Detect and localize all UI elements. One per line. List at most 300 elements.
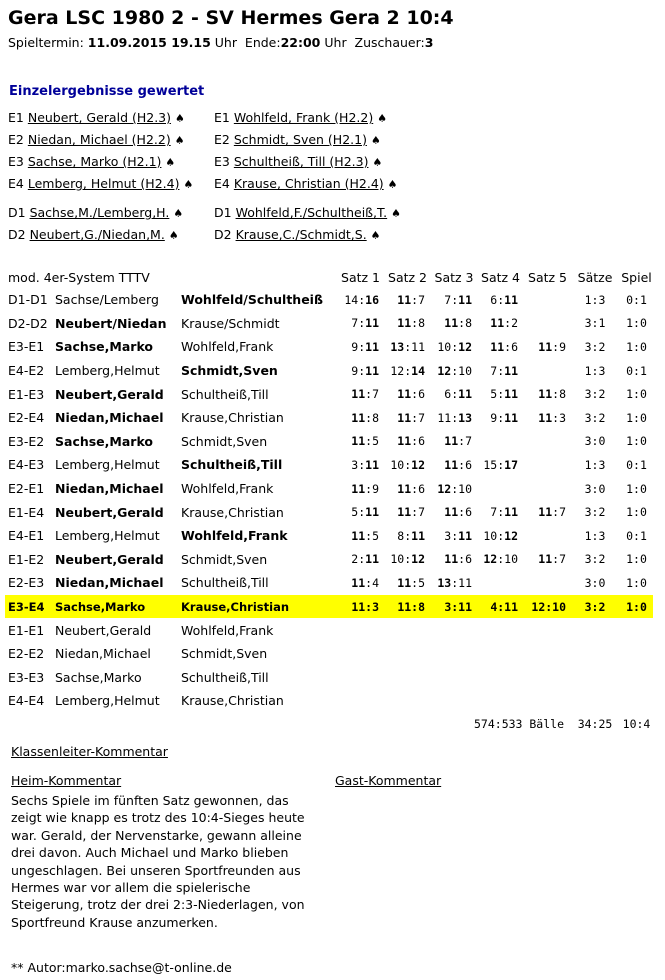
away-points: 12 xyxy=(411,457,426,472)
away-player-cell: Krause,Christian xyxy=(181,410,284,426)
lineup-pos: E1 xyxy=(8,110,24,125)
home-points: 11 xyxy=(351,434,366,449)
satz4-cell: 9:11 xyxy=(490,410,519,425)
home-points: 3 xyxy=(444,528,452,543)
satz1-header: Satz 1 xyxy=(341,269,380,285)
spade-icon: ♠ xyxy=(370,134,381,147)
table-row xyxy=(5,453,653,477)
home-points: 11 xyxy=(444,505,459,520)
player-link[interactable]: Schmidt, Sven (H2.1) xyxy=(233,132,367,147)
home-player-cell: Neubert/Niedan xyxy=(55,315,167,331)
away-points: 11 xyxy=(365,505,380,520)
away-player-cell: Schultheiß,Till xyxy=(181,457,283,473)
satz1-cell: 9:11 xyxy=(351,339,380,354)
away-points: 11 xyxy=(411,339,426,354)
satz5-cell xyxy=(522,689,570,713)
satz2-cell xyxy=(383,666,429,690)
zuschauer-label: Zuschauer: xyxy=(354,35,425,50)
away-points: 6 xyxy=(465,505,473,520)
home-points: 15 xyxy=(483,457,498,472)
satz1-cell xyxy=(335,618,383,642)
home-points: 11 xyxy=(397,505,412,520)
spiel-cell: 1:0 xyxy=(626,481,647,496)
spade-icon: ♠ xyxy=(391,207,402,220)
home-player-cell: Sachse,Marko xyxy=(55,433,154,449)
satz2-header: Satz 2 xyxy=(388,269,427,285)
away-points: 11 xyxy=(504,363,519,378)
away-points: 2 xyxy=(511,316,519,331)
saetze-cell: 1:3 xyxy=(584,363,606,378)
lineup-pos: E3 xyxy=(8,154,24,169)
pair-cell: E3-E3 xyxy=(8,669,45,685)
satz2-cell: 12:14 xyxy=(390,363,426,378)
home-points: 11 xyxy=(444,552,459,567)
spiel-cell: 0:1 xyxy=(626,363,647,378)
satz4-cell: 6:11 xyxy=(490,292,519,307)
satz3-cell: 11:6 xyxy=(444,505,473,520)
player-link[interactable]: Wohlfeld, Frank (H2.2) xyxy=(233,110,374,125)
satz4-cell: 4:11 xyxy=(476,595,522,619)
satz1-cell: 11:3 xyxy=(335,595,383,619)
ende-unit: Uhr xyxy=(324,35,347,50)
spade-icon: ♠ xyxy=(168,229,179,242)
satz1-cell: 11:5 xyxy=(351,434,380,449)
away-points: 7 xyxy=(559,505,567,520)
satz1-cell xyxy=(335,666,383,690)
away-points: 11 xyxy=(504,387,519,402)
spiel-cell: 1:0 xyxy=(626,434,647,449)
satz1-cell: 11:5 xyxy=(351,528,380,543)
player-link[interactable]: Schultheiß, Till (H2.3) xyxy=(233,154,369,169)
table-row xyxy=(5,335,653,359)
lineup-pos: D2 xyxy=(8,227,26,242)
satz3-cell xyxy=(429,689,476,713)
home-points: 11 xyxy=(490,316,505,331)
home-player-cell: Sachse,Marko xyxy=(52,595,178,619)
satz4-cell: 7:11 xyxy=(490,363,519,378)
away-points: 6 xyxy=(465,552,473,567)
ende-value: 22:00 xyxy=(280,35,321,50)
home-points: 10 xyxy=(437,339,452,354)
section-title: Einzelergebnisse gewertet xyxy=(9,84,205,99)
pair-cell: E3-E1 xyxy=(8,339,45,355)
away-points: 11 xyxy=(504,292,519,307)
away-player-cell: Schmidt,Sven xyxy=(181,646,268,662)
away-player-cell: Schmidt,Sven xyxy=(181,363,278,379)
away-points: 7 xyxy=(418,410,426,425)
away-player-cell: Krause,Christian xyxy=(178,595,335,619)
away-points: 6 xyxy=(418,387,426,402)
lineup-pos: E2 xyxy=(214,132,230,147)
table-row xyxy=(5,359,653,383)
table-row xyxy=(5,500,653,524)
away-points: 8 xyxy=(465,316,473,331)
satz1-cell: 7:11 xyxy=(351,316,380,331)
spiel-cell: 1:0 xyxy=(626,316,647,331)
spade-icon: ♠ xyxy=(175,112,185,125)
home-points: 7 xyxy=(490,505,498,520)
satz1-cell xyxy=(335,689,383,713)
home-points: 11 xyxy=(538,505,553,520)
saetze-cell: 1:3 xyxy=(584,292,606,307)
satz5-cell: 11:7 xyxy=(538,505,567,520)
satz5-cell xyxy=(522,666,570,690)
home-points: 11 xyxy=(397,410,412,425)
away-points: 7 xyxy=(418,505,426,520)
spiel-cell xyxy=(617,689,653,713)
satz5-cell xyxy=(522,477,570,501)
home-points: 7 xyxy=(444,292,452,307)
pair-cell: D2-D2 xyxy=(8,315,48,331)
total-baelle: 574:533 Bälle xyxy=(474,717,565,732)
home-points: 13 xyxy=(437,575,452,590)
saetze-cell: 3:1 xyxy=(584,316,606,331)
satz4-cell: 10:12 xyxy=(483,528,519,543)
satz5-cell xyxy=(522,288,570,312)
away-points: 6 xyxy=(418,481,426,496)
satz2-cell: 11:6 xyxy=(397,387,426,402)
totals-row xyxy=(5,713,653,737)
satz5-cell xyxy=(522,618,570,642)
saetze-cell: 3:2 xyxy=(584,387,606,402)
pair-cell: E4-E3 xyxy=(8,457,45,473)
home-points: 14 xyxy=(344,292,359,307)
table-header-row xyxy=(5,266,653,288)
satz3-cell xyxy=(429,618,476,642)
gast-comment-link[interactable]: Gast-Kommentar xyxy=(335,773,442,788)
player-link[interactable]: Neubert, Gerald (H2.3) xyxy=(27,110,172,125)
pair-cell: E1-E2 xyxy=(8,551,45,567)
satz2-cell: 10:12 xyxy=(390,552,426,567)
table-row xyxy=(5,477,653,501)
away-player-cell: Krause/Schmidt xyxy=(181,315,280,331)
satz1-cell: 11:8 xyxy=(351,410,380,425)
heim-comment-link[interactable]: Heim-Kommentar xyxy=(11,773,122,788)
table-row xyxy=(5,382,653,406)
pair-cell: E4-E1 xyxy=(8,528,45,544)
satz4-cell: 11:6 xyxy=(490,339,519,354)
saetze-cell: 1:3 xyxy=(584,457,606,472)
home-player-cell: Sachse,Marko xyxy=(55,669,142,685)
satz1-cell: 2:11 xyxy=(351,552,380,567)
results-table xyxy=(5,266,653,736)
satz2-cell: 8:11 xyxy=(397,528,426,543)
spiel-cell: 0:1 xyxy=(626,457,647,472)
home-points: 11 xyxy=(351,575,366,590)
zuschauer-value: 3 xyxy=(424,35,434,50)
home-points: 11 xyxy=(538,339,553,354)
satz5-cell xyxy=(522,430,570,454)
lineup-pos: E1 xyxy=(214,110,230,125)
home-points: 5 xyxy=(490,387,498,402)
satz2-cell: 11:8 xyxy=(397,316,426,331)
system-header: mod. 4er-System TTTV xyxy=(8,269,150,285)
termin-value: 11.09.2015 19.15 xyxy=(87,35,211,50)
away-player-cell: Wohlfeld,Frank xyxy=(181,339,274,355)
satz5-cell xyxy=(522,524,570,548)
table-row xyxy=(5,689,653,713)
pair-cell: E2-E2 xyxy=(8,646,45,662)
satz4-cell: 5:11 xyxy=(490,387,519,402)
home-points: 12 xyxy=(437,481,452,496)
satz4-header: Satz 4 xyxy=(481,269,520,285)
pair-cell: E1-E4 xyxy=(8,504,45,520)
lineup-pos: E4 xyxy=(214,176,230,191)
away-points: 5 xyxy=(372,528,380,543)
home-points: 11 xyxy=(351,387,366,402)
satz5-cell xyxy=(522,571,570,595)
home-points: 10 xyxy=(483,528,498,543)
away-points: 7 xyxy=(418,292,426,307)
away-lineup-e3 xyxy=(214,154,382,169)
saetze-cell: 3:0 xyxy=(584,575,606,590)
spiel-cell: 1:0 xyxy=(626,410,647,425)
satz4-cell xyxy=(476,618,522,642)
player-link[interactable]: Sachse,M./Lemberg,H. xyxy=(29,205,170,220)
home-player-cell: Niedan,Michael xyxy=(55,410,164,426)
home-points: 12 xyxy=(483,552,498,567)
away-points: 11 xyxy=(365,552,380,567)
total-saetze: 34:25 xyxy=(577,717,613,732)
table-row xyxy=(5,406,653,430)
satz3-cell: 11:6 xyxy=(444,457,473,472)
home-points: 11 xyxy=(351,481,366,496)
player-link[interactable]: Sachse, Marko (H2.1) xyxy=(27,154,162,169)
satz5-cell xyxy=(522,312,570,336)
satz2-cell: 11:7 xyxy=(397,292,426,307)
home-points: 11 xyxy=(437,410,452,425)
home-points: 2 xyxy=(351,552,359,567)
away-points: 17 xyxy=(504,457,519,472)
away-player-cell: Krause,Christian xyxy=(181,504,284,520)
home-player-cell: Niedan,Michael xyxy=(55,575,164,591)
saetze-cell: 3:0 xyxy=(584,481,606,496)
satz1-cell xyxy=(335,642,383,666)
player-link[interactable]: Lemberg, Helmut (H2.4) xyxy=(27,176,180,191)
satz4-cell xyxy=(476,477,522,501)
satz2-cell: 10:12 xyxy=(390,457,426,472)
away-points: 14 xyxy=(411,363,426,378)
satz3-cell: 7:11 xyxy=(444,292,473,307)
lineup-pos: E2 xyxy=(8,132,24,147)
away-points: 11 xyxy=(458,292,473,307)
pair-cell: E2-E3 xyxy=(8,575,45,591)
table-row xyxy=(5,524,653,548)
away-lineup-e2 xyxy=(214,132,381,147)
satz3-cell: 11:7 xyxy=(444,434,473,449)
lineup-pos: D2 xyxy=(214,227,232,242)
home-player-cell: Neubert,Gerald xyxy=(55,504,164,520)
saetze-cell xyxy=(570,618,617,642)
table-row xyxy=(5,548,653,572)
home-points: 11 xyxy=(397,292,412,307)
satz5-cell xyxy=(522,642,570,666)
table-row xyxy=(5,595,653,619)
satz3-cell: 3:11 xyxy=(444,528,473,543)
satz1-cell: 11:7 xyxy=(351,387,380,402)
satz2-cell: 13:11 xyxy=(390,339,426,354)
player-link[interactable]: Niedan, Michael (H2.2) xyxy=(27,132,171,147)
satz5-cell: 11:9 xyxy=(538,339,567,354)
away-player-cell: Krause,Christian xyxy=(181,693,284,709)
satz4-cell: 15:17 xyxy=(483,457,519,472)
satz4-cell xyxy=(476,642,522,666)
away-points: 10 xyxy=(458,481,473,496)
table-row xyxy=(5,430,653,454)
away-points: 8 xyxy=(372,410,380,425)
home-points: 11 xyxy=(351,528,366,543)
satz4-cell: 7:11 xyxy=(490,505,519,520)
satz2-cell xyxy=(383,689,429,713)
player-link[interactable]: Krause, Christian (H2.4) xyxy=(233,176,384,191)
away-points: 11 xyxy=(504,410,519,425)
away-points: 12 xyxy=(411,552,426,567)
spiel-cell: 0:1 xyxy=(626,292,647,307)
page-title: Gera LSC 1980 2 - SV Hermes Gera 2 10:4 xyxy=(8,7,454,29)
away-points: 7 xyxy=(372,387,380,402)
pair-cell: E3-E2 xyxy=(8,433,45,449)
lineup-pos: D1 xyxy=(214,205,232,220)
spiel-cell xyxy=(617,666,653,690)
home-points: 9 xyxy=(351,363,359,378)
player-link[interactable]: Neubert,G./Niedan,M. xyxy=(29,227,165,242)
satz4-cell xyxy=(476,689,522,713)
away-player-cell: Schmidt,Sven xyxy=(181,433,268,449)
home-points: 11 xyxy=(351,410,366,425)
home-player-cell: Sachse/Lemberg xyxy=(55,292,159,308)
away-points: 7 xyxy=(559,552,567,567)
pair-cell: E2-E4 xyxy=(8,410,45,426)
heim-comment-text: Sechs Spiele im fünften Satz gewonnen, das zeigt wie knapp es trotz des 10:4-Sieges heute war. Gerald, der Nervenstarke, gewann alleine drei davon. Auch Michael und Marko blieben ungeschlagen. Bei unseren Sportfreunden aus Hermes war vor allem die spielerische Steigerung, trotz der drei 2:3-Niederlagen, von Sportfreund Krause anzumerken. xyxy=(11,793,305,930)
player-link[interactable]: Wohlfeld,F./Schultheiß,T. xyxy=(235,205,388,220)
pair-cell: E4-E2 xyxy=(8,363,45,379)
saetze-cell: 3:2 xyxy=(570,595,617,619)
satz1-cell: 11:4 xyxy=(351,575,380,590)
pair-cell: E4-E4 xyxy=(8,693,45,709)
home-points: 12 xyxy=(390,363,405,378)
satz3-cell: 11:8 xyxy=(444,316,473,331)
away-points: 8 xyxy=(559,387,567,402)
away-points: 13 xyxy=(458,410,473,425)
home-player-cell: Niedan,Michael xyxy=(55,481,164,497)
saetze-cell: 3:2 xyxy=(584,552,606,567)
home-points: 6 xyxy=(444,387,452,402)
away-lineup-e1 xyxy=(214,110,387,125)
satz2-cell xyxy=(383,642,429,666)
away-points: 12 xyxy=(458,339,473,354)
away-player-cell: Schultheiß,Till xyxy=(181,386,269,402)
ende-label: Ende: xyxy=(244,35,281,50)
spade-icon: ♠ xyxy=(165,156,176,169)
home-lineup-e2 xyxy=(8,132,185,147)
pair-cell: D1-D1 xyxy=(8,292,48,308)
saetze-cell: 3:2 xyxy=(584,505,606,520)
total-spiel: 10:4 xyxy=(622,717,651,732)
spade-icon: ♠ xyxy=(377,112,388,125)
away-player-cell: Wohlfeld,Frank xyxy=(181,622,274,638)
satz3-cell: 12:10 xyxy=(437,363,473,378)
away-points: 11 xyxy=(365,316,380,331)
satz2-cell: 11:6 xyxy=(397,434,426,449)
home-player-cell: Neubert,Gerald xyxy=(55,622,152,638)
home-points: 6 xyxy=(490,292,498,307)
away-points: 5 xyxy=(372,434,380,449)
lineup-pos: D1 xyxy=(8,205,26,220)
pair-cell: E1-E3 xyxy=(8,386,45,402)
satz4-cell xyxy=(476,666,522,690)
satz4-cell xyxy=(476,430,522,454)
author-line: ** Autor:marko.sachse@t-online.de xyxy=(11,960,232,975)
home-points: 11 xyxy=(444,457,459,472)
away-points: 3 xyxy=(559,410,567,425)
away-points: 11 xyxy=(365,339,380,354)
away-points: 16 xyxy=(365,292,380,307)
home-points: 11 xyxy=(397,575,412,590)
spade-icon: ♠ xyxy=(174,134,185,147)
klassenleiter-comment-link[interactable]: Klassenleiter-Kommentar xyxy=(11,744,168,759)
satz2-cell xyxy=(383,618,429,642)
away-player-cell: Wohlfeld,Frank xyxy=(181,481,274,497)
spiel-cell: 1:0 xyxy=(626,387,647,402)
home-lineup-e4 xyxy=(8,176,193,191)
spade-icon: ♠ xyxy=(387,178,398,191)
player-link[interactable]: Krause,C./Schmidt,S. xyxy=(235,227,367,242)
home-points: 13 xyxy=(390,339,405,354)
home-player-cell: Niedan,Michael xyxy=(55,646,151,662)
home-points: 11 xyxy=(490,339,505,354)
satz3-header: Satz 3 xyxy=(434,269,474,285)
away-points: 11 xyxy=(458,387,473,402)
satz1-cell: 11:9 xyxy=(351,481,380,496)
table-row xyxy=(5,288,653,312)
satz1-cell: 3:11 xyxy=(351,457,380,472)
saetze-cell: 3:2 xyxy=(584,339,606,354)
home-points: 11 xyxy=(538,410,553,425)
satz5-header: Satz 5 xyxy=(528,269,567,285)
home-player-cell: Neubert,Gerald xyxy=(55,386,164,402)
lineup-pos: E4 xyxy=(8,176,24,191)
away-points: 6 xyxy=(511,339,519,354)
saetze-header: Sätze xyxy=(577,269,613,285)
home-points: 8 xyxy=(397,528,405,543)
satz3-cell: 10:12 xyxy=(437,339,473,354)
away-player-cell: Schultheiß,Till xyxy=(181,575,269,591)
satz4-cell: 11:2 xyxy=(490,316,519,331)
spade-icon: ♠ xyxy=(183,178,194,191)
spiel-cell: 1:0 xyxy=(626,575,647,590)
home-points: 10 xyxy=(390,457,405,472)
satz1-cell: 9:11 xyxy=(351,363,380,378)
away-points: 11 xyxy=(365,363,380,378)
away-points: 7 xyxy=(465,434,473,449)
spiel-cell: 1:0 xyxy=(626,505,647,520)
home-lineup-d1 xyxy=(8,205,183,220)
spiel-cell: 1:0 xyxy=(617,595,653,619)
pair-cell: E2-E1 xyxy=(8,481,45,497)
satz3-cell: 11:6 xyxy=(444,552,473,567)
home-points: 11 xyxy=(444,316,459,331)
home-points: 9 xyxy=(490,410,498,425)
saetze-cell: 1:3 xyxy=(584,528,606,543)
satz5-cell xyxy=(522,359,570,383)
home-points: 11 xyxy=(444,434,459,449)
away-points: 11 xyxy=(411,528,426,543)
home-points: 7 xyxy=(490,363,498,378)
away-points: 8 xyxy=(418,316,426,331)
home-points: 11 xyxy=(538,552,553,567)
spiel-header: Spiel xyxy=(621,269,652,285)
home-player-cell: Lemberg,Helmut xyxy=(55,693,160,709)
